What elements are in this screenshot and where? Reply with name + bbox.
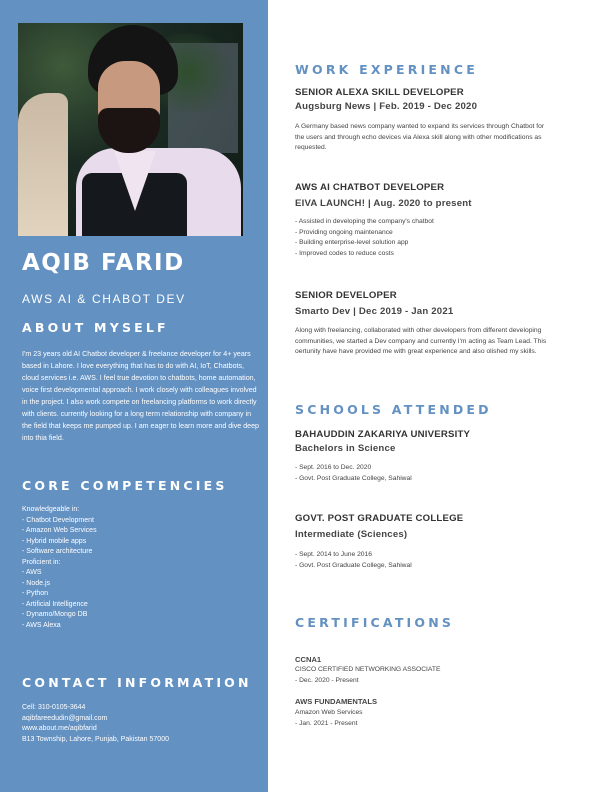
contact-phone: Cell: 310-0105-3644: [22, 704, 86, 711]
competencies-heading: CORE COMPETENCIES: [22, 478, 228, 493]
contact-heading: CONTACT INFORMATION: [22, 675, 252, 690]
cert-title: CCNA1: [295, 655, 322, 664]
sidebar: [0, 0, 268, 792]
certifications-heading: CERTIFICATIONS: [295, 615, 455, 630]
competency-item: - Hybrid mobile apps: [22, 537, 87, 545]
job-bullet: - Assisted in developing the company's chatbot: [295, 218, 434, 225]
school-degree: Intermediate (Sciences): [295, 529, 408, 540]
competency-item: - AWS Alexa: [22, 621, 61, 629]
cert-title: AWS FUNDAMENTALS: [295, 697, 378, 706]
cert-date: - Dec. 2020 - Present: [295, 677, 359, 684]
contact-website[interactable]: www.about.me/aqibfarid: [22, 725, 97, 732]
competency-item: - AWS: [22, 569, 42, 576]
school-details: [295, 550, 412, 571]
competencies-list: [22, 505, 97, 631]
cert-date: - Jan. 2021 - Present: [295, 720, 358, 727]
job-bullet: - Providing ongoing maintenance: [295, 228, 393, 236]
competency-item: - Dynamo/Mongo DB: [22, 611, 88, 618]
competency-item: - Software architecture: [22, 548, 93, 555]
school-name: BAHAUDDIN ZAKARIYA UNIVERSITY: [295, 429, 471, 440]
profile-photo: [18, 23, 243, 236]
contact-email[interactable]: aqibfareedudin@gmail.com: [22, 714, 108, 722]
candidate-role: AWS AI & CHABOT DEV: [22, 292, 186, 306]
competency-item: - Node.js: [22, 579, 51, 587]
photo-beard: [98, 108, 160, 153]
school-detail: - Govt. Post Graduate College, Sahiwal: [295, 474, 412, 482]
about-text: I'm 23 years old AI Chatbot developer & freelance developer for 4+ years based in Lahore. I love everything that has to do with AI, IoT, Chatbots, cloud services i.e. AWS. I feel true devotion to chatbots, home automation, voice first developmental approach. I work closely with colleagues involved in the project. I also work compete on freelancing platforms to work directly with clients. currently looking for a long term relationship with company in the field that keeps me pumped up. I am eager to learn more and dive deep into thia field.: [22, 350, 259, 442]
job-bullet: - Building enterprise-level solution app: [295, 239, 409, 246]
schools-heading: SCHOOLS ATTENDED: [295, 402, 492, 417]
school-details: [295, 463, 412, 484]
job-bullet: - Improved codes to reduce costs: [295, 249, 394, 257]
work-heading: WORK EXPERIENCE: [295, 62, 478, 77]
job-description: Along with freelancing, collaborated with other developers from different developing communities, we started a Dev company and currently I'm acting as Team Lead. This oertunity have have provided me with great experience and also olished my skills.: [295, 327, 547, 356]
school-detail: - Sept. 2014 to June 2016: [295, 551, 372, 558]
competency-item: Knowledgeable in:: [22, 506, 80, 513]
competency-item: - Chatbot Development: [22, 516, 94, 524]
school-detail: - Govt. Post Graduate College, Sahiwal: [295, 561, 412, 569]
job-company-dates: EIVA LAUNCH! | Aug. 2020 to present: [295, 198, 472, 209]
school-name: GOVT. POST GRADUATE COLLEGE: [295, 513, 464, 524]
job-description: A Germany based news company wanted to expand its services through Chatbot for the users and through echo devices via Alexa skill along with other modifications as requested.: [295, 123, 545, 152]
cert-org: CISCO CERTIFIED NETWORKING ASSOCIATE: [295, 666, 441, 673]
job-title: AWS AI CHATBOT DEVELOPER: [295, 182, 445, 193]
competency-item: - Python: [22, 590, 49, 597]
job-bullets: [295, 217, 434, 259]
contact-address: B13 Township, Lahore, Punjab, Pakistan 57000: [22, 735, 169, 743]
photo-bride: [18, 93, 68, 236]
competency-item: - Amazon Web Services: [22, 527, 97, 534]
contact-info: [22, 703, 169, 745]
competency-item: - Artificial Intelligence: [22, 600, 88, 608]
school-detail: - Sept. 2016 to Dec. 2020: [295, 464, 372, 471]
job-company-dates: Smarto Dev | Dec 2019 - Jan 2021: [295, 306, 454, 317]
school-degree: Bachelors in Science: [295, 443, 396, 454]
job-company-dates: Augsburg News | Feb. 2019 - Dec 2020: [295, 101, 478, 112]
competency-item: Proficient in:: [22, 558, 61, 566]
about-heading: ABOUT MYSELF: [22, 320, 169, 335]
cert-org: Amazon Web Services: [295, 709, 363, 716]
job-title: SENIOR DEVELOPER: [295, 290, 397, 301]
candidate-name: AQIB FARID: [22, 250, 185, 276]
job-title: SENIOR ALEXA SKILL DEVELOPER: [295, 87, 464, 98]
